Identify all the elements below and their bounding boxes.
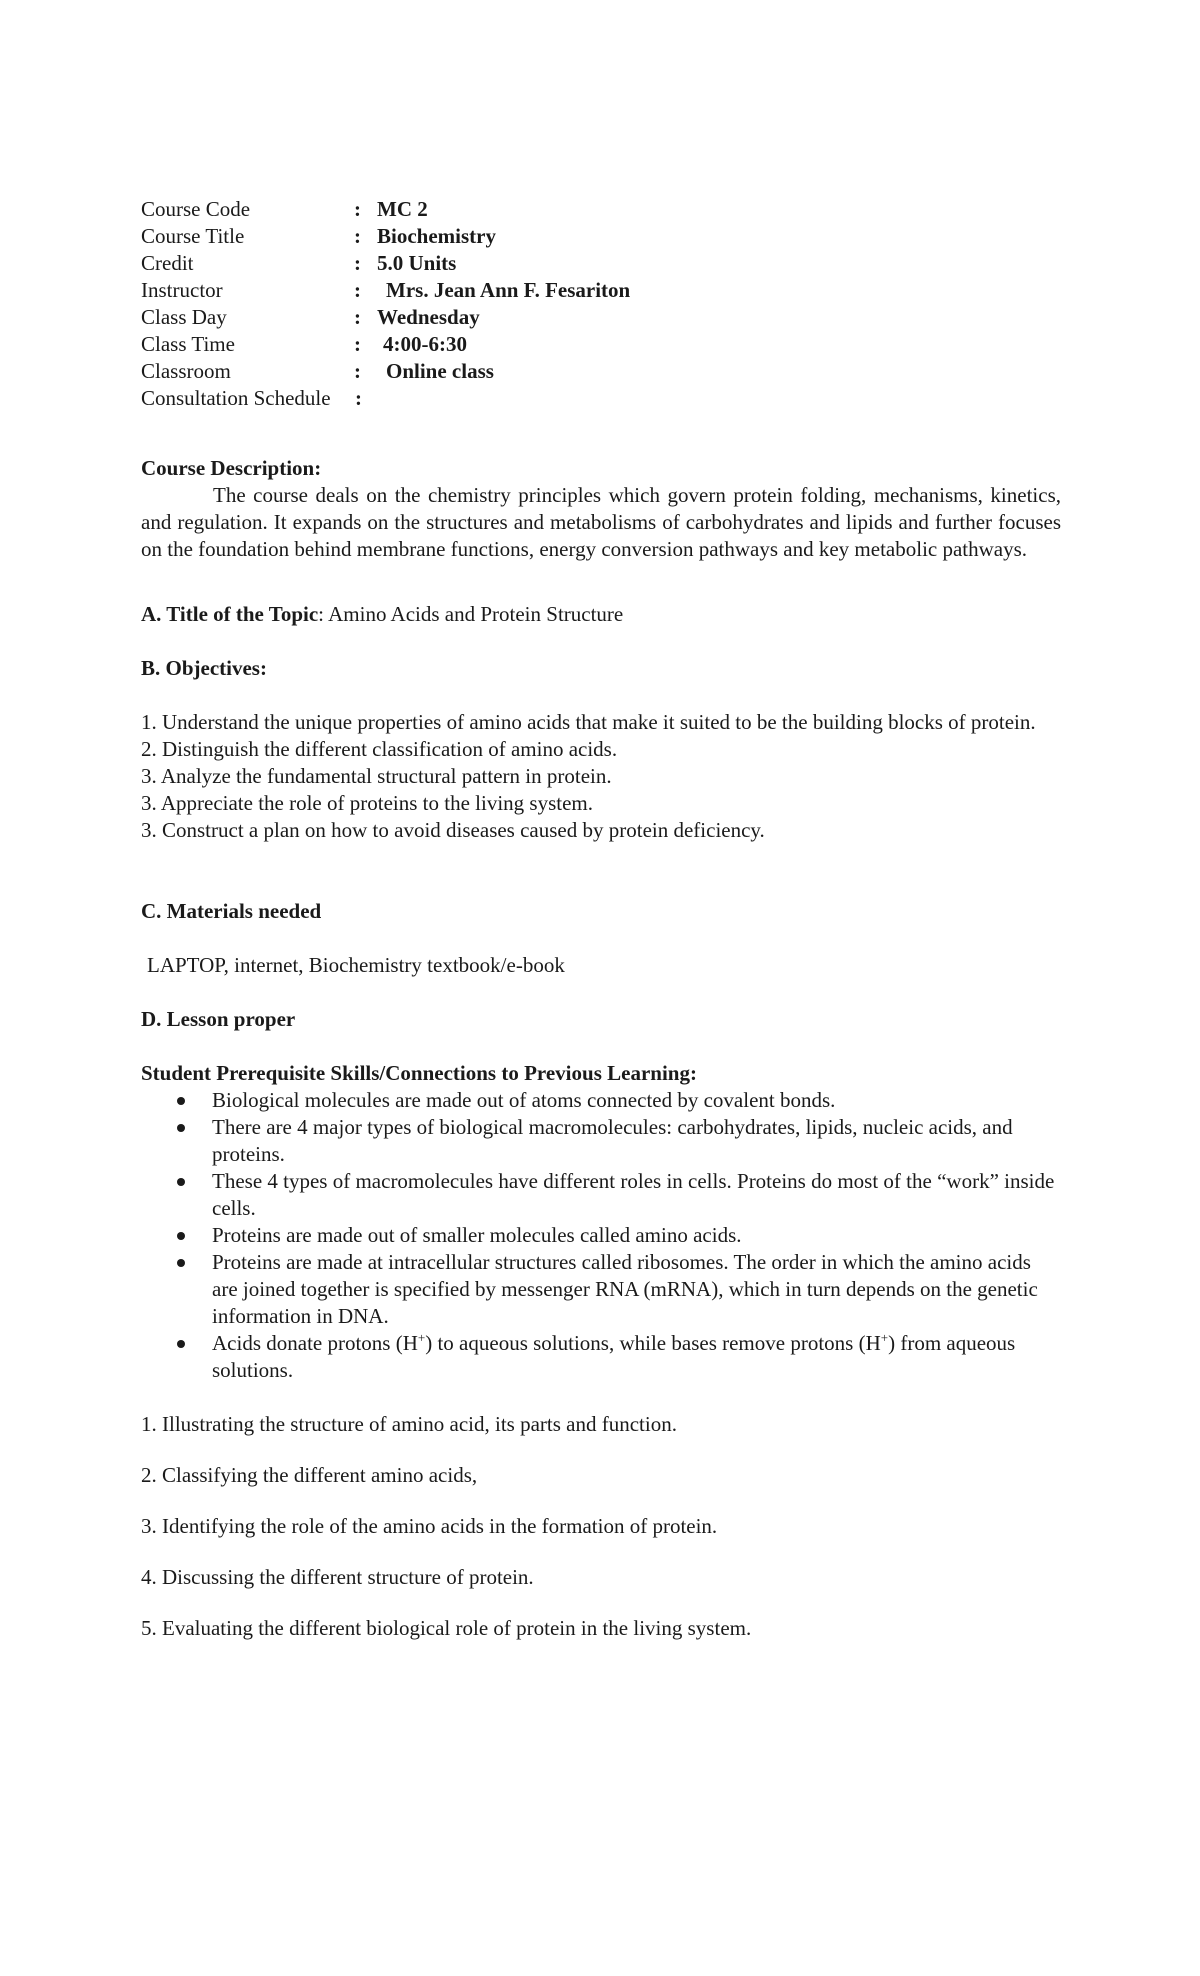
info-colon: : <box>354 278 361 302</box>
info-row-consultation <box>141 385 1061 412</box>
materials-text: LAPTOP, internet, Biochemistry textbook/e-book <box>147 953 565 977</box>
bullet-text: These 4 types of macromolecules have different roles in cells. Proteins do most of the “work” inside cells. <box>212 1169 1055 1220</box>
list-item <box>141 1330 1061 1384</box>
materials-heading: C. Materials needed <box>141 899 322 923</box>
topic-prefix: A. Title of the Topic <box>141 602 319 626</box>
info-label: Course Title <box>141 224 245 248</box>
acid-text-part: ) from aqueous solutions. <box>212 1331 1016 1382</box>
list-item <box>141 1222 1061 1249</box>
lesson-step: 2. Classifying the different amino acids, <box>141 1463 478 1487</box>
document-page <box>141 196 1061 1666</box>
lesson-steps <box>141 1411 1061 1642</box>
info-row-course-code <box>141 196 1061 223</box>
info-label: Course Code <box>141 197 251 221</box>
info-label: Instructor <box>141 278 223 302</box>
bullet-icon <box>177 1232 185 1240</box>
consultation-label: Consultation Schedule <box>141 386 331 410</box>
course-description-heading: Course Description: <box>141 456 322 480</box>
list-item <box>141 1087 1061 1114</box>
lesson-step: 1. Illustrating the structure of amino acid, its parts and function. <box>141 1412 677 1436</box>
info-value: Mrs. Jean Ann F. Fesariton <box>386 278 631 302</box>
info-value: Wednesday <box>377 305 480 329</box>
bullet-icon <box>177 1259 185 1267</box>
prerequisite-heading: Student Prerequisite Skills/Connections to Previous Learning: <box>141 1061 697 1085</box>
list-item <box>141 1114 1061 1168</box>
list-item <box>141 1168 1061 1222</box>
objective-item: 3. Construct a plan on how to avoid diseases caused by protein deficiency. <box>141 818 765 842</box>
superscript-plus: + <box>880 1330 889 1345</box>
info-colon: : <box>354 251 361 275</box>
acid-text-part: Acids donate protons (H <box>212 1331 418 1355</box>
topic-title <box>141 601 1061 628</box>
info-label: Class Time <box>141 332 235 356</box>
info-colon: : <box>354 224 361 248</box>
info-label: Credit <box>141 251 194 275</box>
info-value: Online class <box>386 359 494 383</box>
course-description-text: The course deals on the chemistry principles which govern protein folding, mechanisms, kinetics, and regulation. It expands on the structures and metabolisms of carbohydrates and lipids and further focuses on the foundation behind membrane functions, energy conversion pathways and key metabolic pathways. <box>141 483 1061 561</box>
bullet-text <box>212 1331 1015 1382</box>
lesson-step: 3. Identifying the role of the amino acids in the formation of protein. <box>141 1514 718 1538</box>
objectives-heading: B. Objectives: <box>141 656 267 680</box>
bullet-text: Proteins are made at intracellular structures called ribosomes. The order in which the amino acids are joined together is specified by messenger RNA (mRNA), which in turn depends on the genetic information in DNA. <box>212 1250 1038 1328</box>
objective-item: 2. Distinguish the different classification of amino acids. <box>141 737 618 761</box>
info-row-credit <box>141 250 1061 277</box>
bullet-icon <box>177 1097 185 1105</box>
info-row-class-time <box>141 331 1061 358</box>
bullet-icon <box>177 1178 185 1186</box>
bullet-icon <box>177 1340 185 1348</box>
bullet-text: Biological molecules are made out of atoms connected by covalent bonds. <box>212 1088 836 1112</box>
info-value: 5.0 Units <box>377 251 457 275</box>
objectives-list <box>141 709 1061 844</box>
lesson-step: 5. Evaluating the different biological role of protein in the living system. <box>141 1616 752 1640</box>
info-label: Classroom <box>141 359 231 383</box>
info-row-course-title <box>141 223 1061 250</box>
info-colon: : <box>355 386 362 410</box>
superscript-plus: + <box>417 1330 426 1345</box>
bullet-text: There are 4 major types of biological macromolecules: carbohydrates, lipids, nucleic acids, and proteins. <box>212 1115 1013 1166</box>
bullet-icon <box>177 1124 185 1132</box>
info-row-class-day <box>141 304 1061 331</box>
lesson-step: 4. Discussing the different structure of protein. <box>141 1565 534 1589</box>
info-colon: : <box>354 332 361 356</box>
info-colon: : <box>354 359 361 383</box>
acid-text-part: ) to aqueous solutions, while bases remove protons (H <box>425 1331 881 1355</box>
info-value: Biochemistry <box>377 224 496 248</box>
prerequisite-list <box>141 1087 1061 1384</box>
info-value: 4:00-6:30 <box>383 332 467 356</box>
info-colon: : <box>354 305 361 329</box>
objective-item: 3. Analyze the fundamental structural pattern in protein. <box>141 764 612 788</box>
topic-name: Amino Acids and Protein Structure <box>324 602 624 626</box>
info-value: MC 2 <box>377 197 428 221</box>
info-row-classroom <box>141 358 1061 385</box>
info-colon: : <box>354 197 361 221</box>
info-row-instructor <box>141 277 1061 304</box>
objective-item: 3. Appreciate the role of proteins to the living system. <box>141 791 593 815</box>
topic-separator: : <box>318 602 325 626</box>
list-item <box>141 1249 1061 1330</box>
bullet-text: Proteins are made out of smaller molecules called amino acids. <box>212 1223 742 1247</box>
course-info-table <box>141 196 1061 416</box>
info-label: Class Day <box>141 305 227 329</box>
objective-item: 1. Understand the unique properties of amino acids that make it suited to be the building blocks of protein. <box>141 710 1036 734</box>
lesson-heading: D. Lesson proper <box>141 1007 296 1031</box>
